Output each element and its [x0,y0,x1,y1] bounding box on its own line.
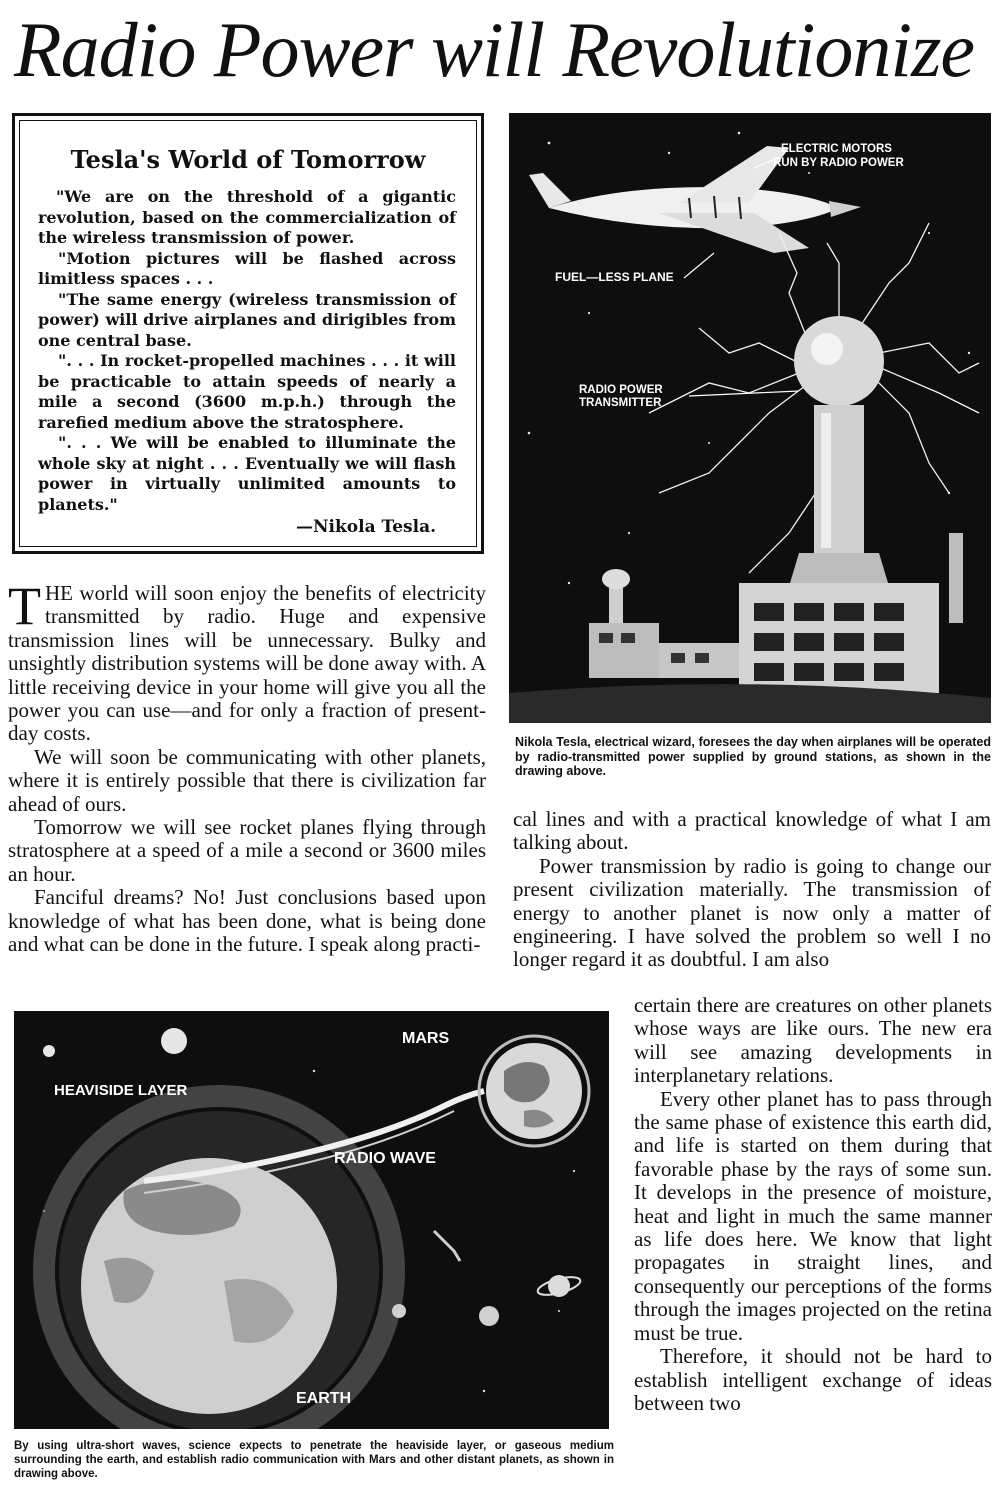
quote-box [12,113,484,554]
article-paragraph: Fanciful dreams? No! Just conclusions based upon knowledge of what has been done, what is being done and what can be done in the future. I speak along practi- [8,885,486,957]
article-column-right-top [513,808,991,972]
article-column-right-bottom [634,994,992,1415]
quote-box-body [38,187,456,515]
quote-box-inner-border [19,120,477,547]
plane-illustration-svg [509,113,991,723]
article-paragraph: cal lines and with a practical knowledge of what I am talking about. [513,807,991,855]
space-caption: By using ultra-short waves, science expects to penetrate the heaviside layer, or gaseous medium surrounding the earth, and establish radio communication with Mars and other distant planets, as shown in drawing above. [14,1440,614,1480]
page-headline: Radio Power will Revolutionize [14,6,975,93]
quote-paragraph: ". . . In rocket-propelled machines . . . it will be practicable to attain speeds of nearly a mile a second (3600 m.p.h.) through the rarefied medium above the stratosphere. [38,351,456,432]
label-mars: MARS [402,1030,450,1047]
label-radio-wave: RADIO WAVE [334,1150,436,1167]
article-paragraph: Every other planet has to pass through the same phase of existence this earth did, and life is started on them during that favorable phase by the rays of some sun. It develops in the presence of moisture, heat and light in much the same manner as life does here. We know that light propagates in straight lines, and consequently our perceptions of the forms through the images projected on the retina must be true. [634,1086,992,1345]
article-paragraph-text: HE world will soon enjoy the benefits of electricity transmitted by radio. Huge and expensive transmission lines will be unnecessary. Bulky and unsightly distribution systems will be done away with. A little receiving device in your home will give you all the power you can use—and for only a fraction of present-day costs. [8,581,486,746]
article-paragraph: Tomorrow we will see rocket planes flying through stratosphere at a speed of a mile a second or 3600 miles an hour. [8,815,486,886]
quote-paragraph: ". . . We will be enabled to illuminate the whole sky at night . . . Eventually we will flash power in virtually unlimited amounts to planets." [38,433,456,514]
plane-illustration [509,113,991,723]
article-paragraph: certain there are creatures on other planets whose ways are like ours. The new era will see amazing developments in interplanetary relations. [634,993,992,1088]
transmitter-sphere [794,316,884,406]
space-illustration-svg [14,1011,609,1429]
label-electric-motors-2: RUN BY RADIO POWER [773,157,904,169]
label-electric-motors-1: ELECTRIC MOTORS [781,143,892,155]
plane-caption: Nikola Tesla, electrical wizard, foresees the day when airplanes will be operated by radio-transmitted power supplied by ground stations, as shown in the drawing above. [515,735,991,778]
label-earth: EARTH [296,1390,352,1407]
quote-paragraph: "The same energy (wireless transmission of power) will drive airplanes and dirigibles from one central base. [38,289,456,350]
saturn-planet [548,1275,570,1297]
article-paragraph: We will soon be communicating with other planets, where it is entirely possible that there is civilization far ahead of ours. [8,744,486,816]
article-paragraph: Power transmission by radio is going to change our present civilization materially. The transmission of energy to another planet is now only a matter of engineering. I have solved the problem so well I no longer regard it as doubtful. I am also [513,853,991,972]
label-fuelless-plane: FUEL—LESS PLANE [555,270,674,284]
drop-cap: T [8,576,41,636]
article-paragraph [8,576,486,746]
label-radio-power: RADIO POWER [579,384,663,396]
quote-attribution: —Nikola Tesla. [296,517,436,537]
space-illustration [14,1011,609,1429]
quote-paragraph: "We are on the threshold of a gigantic revolution, based on the commercialization of the wireless transmission of power. [38,187,456,247]
label-heaviside-layer: HEAVISIDE LAYER [54,1082,188,1099]
quote-paragraph: "Motion pictures will be flashed across limitless spaces . . . [38,248,456,288]
article-column-left [8,576,486,957]
label-transmitter: TRANSMITTER [579,397,662,409]
article-paragraph: Therefore, it should not be hard to establish intelligent exchange of ideas between two [634,1344,992,1415]
quote-box-title: Tesla's World of Tomorrow [70,145,426,174]
